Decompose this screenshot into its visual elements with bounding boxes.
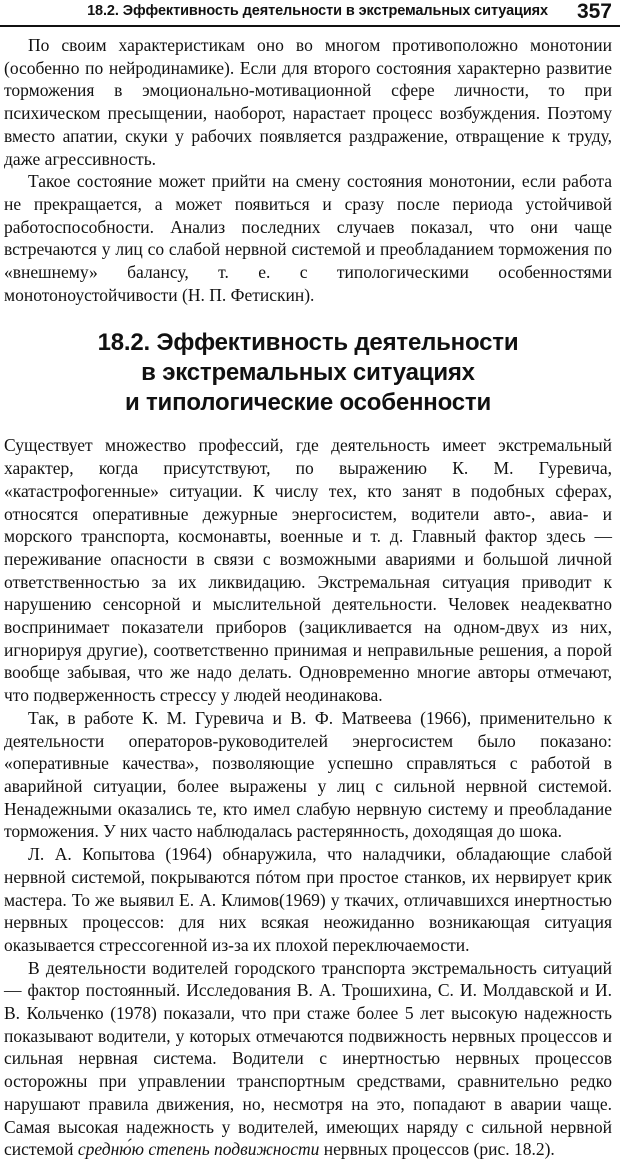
body-text — [4, 34, 612, 1161]
paragraph-section-3: Л. А. Копытова (1964) обнаружила, что наладчики, обладающие слабой нервной системой, покрываются пóтом при простое станков, их нервирует крик мастера. То же выявил Е. А. Климов(1969) у ткачих, отличавшихся инертностью нервных процессов: для них всякая неожиданно возникающая ситуация оказывается стрессогенной из-за их плохой переключаемости. — [4, 844, 612, 955]
paragraph-intro-1: По своим характеристикам оно во многом противоположно монотонии (особенно по нейродинамике). Если для второго состояния характерно развитие торможения в эмоционально-мотивационной сфере личности, то при психическом пресыщении, наоборот, нарастает процесс возбуждения. Поэтому вместо апатии, скуки у рабочих появляется раздражение, отвращение к труду, даже агрессивность. — [4, 35, 612, 169]
paragraph-section-4-text: В деятельности водителей городского транспорта экстремальность ситуаций — фактор постоянный. Исследования В. А. Трошихина, С. И. Молдавской и И. В. Кольченко (1978) показали, что при стаже более 5 лет высокую надежность показывают водители, у которых отмечаются подвижность нервных процессов и сильная нервная система. Водители с инертностью нервных процессов осторожны при управлении транспортным средствами, сравнительно редко нарушают правила движения, но, несмотря на это, попадают в аварии чаще. Самая высокая надежность у водителей, имеющих наряду с сильной нервной системой — [4, 957, 612, 1160]
running-head — [0, 0, 620, 27]
paragraph-section-2: Так, в работе К. М. Гуревича и В. Ф. Матвеева (1966), применительно к деятельности операторов-руководителей энергосистем было показано: «оперативные качества», позволяющие успешно справляться с работой в аварийной ситуации, более выражены у лиц с сильной нервной системой. Ненадежными оказались те, кто имел слабую нервную систему и преобладание торможения. У них часто наблюдалась растерянность, доходящая до шока. — [4, 707, 612, 842]
paragraph-section-1: Существует множество профессий, где деятельность имеет экстремальный характер, когда присутствуют, по выражению К. М. Гуревича, «катастрофогенные» ситуации. К числу тех, кто занят в подобных сферах, относятся оперативные дежурные энергосистем, водители авто-, авиа- и морского транспорта, космонавты, военные и т. д. Главный фактор здесь — переживание опасности в связи с возможными авариями и большой личной ответственностью за их ликвидацию. Экстремальная ситуация приводит к нарушению сенсорной и мыслительной деятельности. Человек неадекватно воспринимает показатели приборов (зацикливается на одном-двух из них, игнорируя другие), соответственно принимая и неправильные решения, а порой вообще забывая, что же надо делать. Одновременно многие авторы отмечают, что подверженность стрессу у людей неодинакова. — [4, 435, 612, 706]
section-heading-line-3: и типологические особенности — [124, 389, 492, 417]
section-heading-line-1: 18.2. Эффективность деятельности — [97, 329, 519, 357]
section-heading-line-2: в экстремальных ситуациях — [141, 359, 475, 387]
section-heading — [4, 328, 612, 418]
running-head-title: 18.2. Эффективность деятельности в экстремальных ситуациях — [87, 3, 548, 19]
paragraph-intro-2: Такое состояние может прийти на смену состояния монотонии, если работа не прекращается, а может появиться и сразу после периода устойчивой работоспособности. Анализ последних случаев показал, что они чаще встречаются у лиц со слабой нервной системой и преобладанием торможения по «внешнему» балансу, т. е. с типологическими особенностями монотоноустойчивости (Н. П. Фетискин). — [4, 171, 612, 305]
paragraph-section-4 — [4, 957, 612, 1161]
paragraph-section-4-emphasis: средню́ю степень подвижности — [77, 1139, 320, 1160]
page-number: 357 — [576, 0, 612, 23]
paragraph-section-4-tail: нервных процессов (рис. 18.2). — [319, 1139, 555, 1160]
